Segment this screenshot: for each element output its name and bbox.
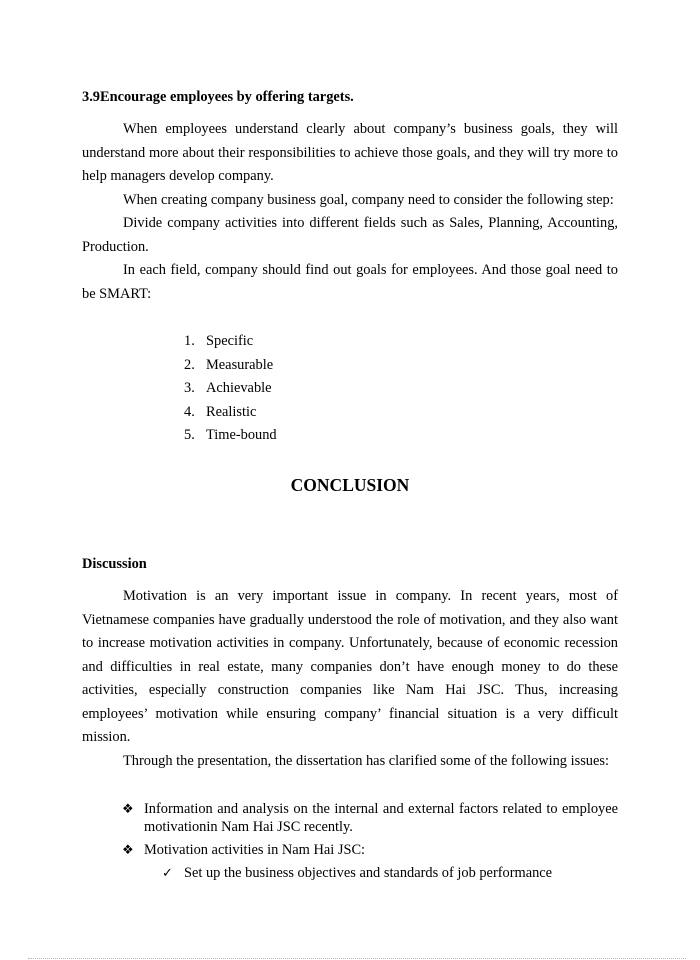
- bullet-text: Information and analysis on the internal and external factors related to employee motivationin Nam Hai JSC recently.: [144, 801, 618, 835]
- conclusion-title: CONCLUSION: [290, 475, 410, 495]
- list-number: 2.: [184, 356, 195, 373]
- paragraph: Through the presentation, the dissertation has clarified some of the following issues:: [123, 752, 609, 769]
- list-item: [184, 424, 277, 448]
- list-item: [184, 401, 277, 425]
- list-number: 3.: [184, 380, 195, 396]
- list-label: Time-bound: [206, 427, 277, 443]
- list-label: Realistic: [206, 403, 257, 420]
- sub-bullet-text: Set up the business objectives and standards of job performance: [184, 865, 553, 881]
- smart-list: [184, 330, 277, 448]
- bullet-text: Motivation activities in Nam Hai JSC:: [144, 842, 366, 858]
- paragraph: When employees understand clearly about company’s business goals, they will understand more about their responsibilities to achieve those goals, and they will try more to help managers develop company.: [82, 121, 618, 184]
- list-label: Achievable: [206, 380, 272, 396]
- list-item: [184, 377, 277, 401]
- paragraph: Divide company activities into different fields such as Sales, Planning, Accounting, Production.: [82, 215, 618, 255]
- diamond-bullet-icon: ❖: [122, 801, 134, 816]
- list-item: [184, 354, 277, 378]
- diamond-bullet-icon: ❖: [122, 842, 134, 857]
- bullet-item: [122, 841, 618, 859]
- list-label: Specific: [206, 333, 254, 349]
- check-icon: ✓: [162, 865, 173, 880]
- list-number: 4.: [184, 403, 195, 420]
- sub-bullet-item: [162, 864, 618, 882]
- bullet-item: [122, 800, 618, 836]
- paragraph: When creating company business goal, company need to consider the following step:: [123, 191, 614, 208]
- section-heading: 3.9Encourage employees by offering targets.: [82, 89, 354, 105]
- paragraph-group-targets: [82, 118, 618, 306]
- list-number: 5.: [184, 427, 195, 443]
- page-bottom-divider: [28, 958, 686, 959]
- list-item: [184, 330, 277, 354]
- paragraph: In each field, company should find out goals for employees. And those goal need to be SMART:: [82, 262, 618, 302]
- bullet-list: [122, 800, 618, 882]
- discussion-heading: Discussion: [82, 556, 147, 572]
- list-number: 1.: [184, 333, 195, 349]
- paragraph: Motivation is an very important issue in company. In recent years, most of Vietnamese companies have gradually understood the role of motivation, and they also want to increase motivation activities in company. Unfortunately, because of economic recession and difficulties in real estate, many companies don’t have enough money to do these activities, especially construction companies like Nam Hai JSC. Thus, increasing employees’ motivation while ensuring company’ financial situation is a very difficult mission.: [82, 588, 618, 745]
- list-label: Measurable: [206, 356, 274, 373]
- paragraph-group-discussion: [82, 585, 618, 773]
